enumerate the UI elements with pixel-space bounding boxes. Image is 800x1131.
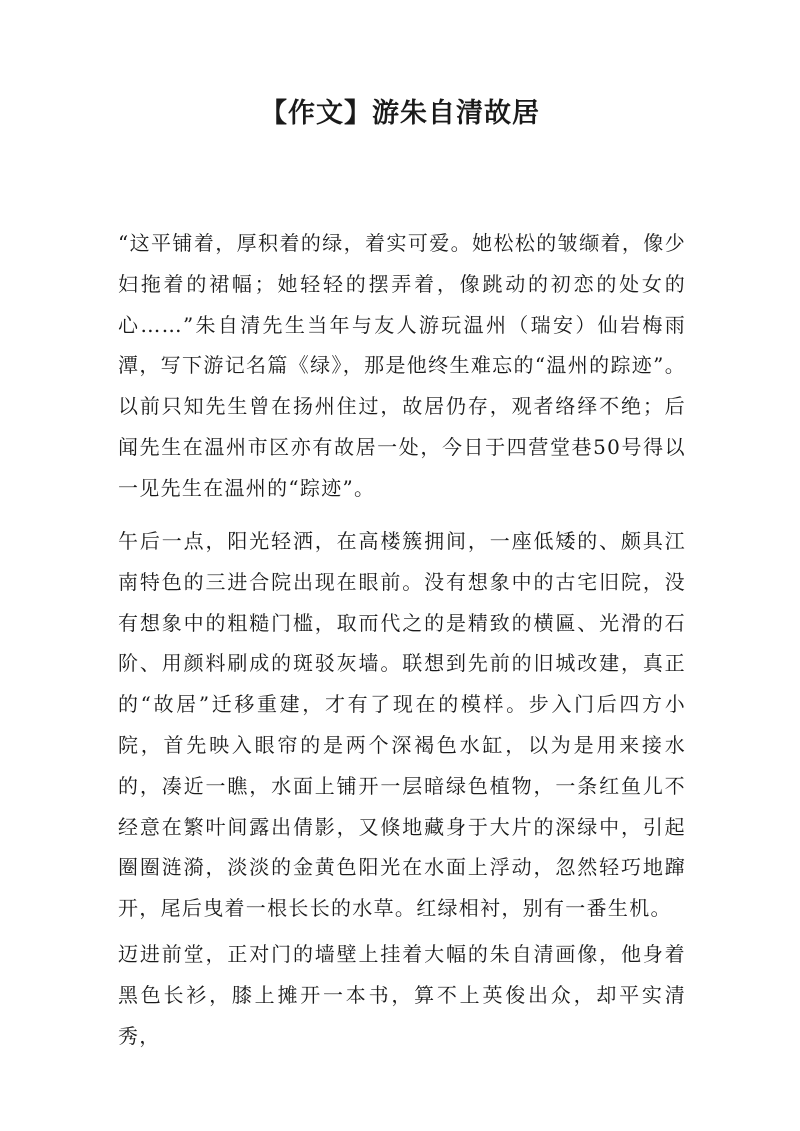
document-title: 【作文】游朱自清故居 — [260, 98, 540, 129]
paragraph-1: “这平铺着，厚积着的绿，着实可爱。她松松的皱缬着，像少妇拖着的裙幅；她轻轻的摆弄着，像跳动的初恋的处女的心……”朱自清先生当年与友人游玩温州（瑞安）仙岩梅雨潭，写下游记名篇《绿》，那是他终生难忘的“温州的踪迹”。以前只知先生曾在扬州住过，故居仍存，观者络绎不绝；后闻先生在温州市区亦有故居一处，今日于四营堂巷50号得以一见先生在温州的“踪迹”。 — [118, 231, 686, 500]
paragraph-2: 午后一点，阳光轻洒，在高楼簇拥间，一座低矮的、颇具江南特色的三进合院出现在眼前。没有想象中的古宅旧院，没有想象中的粗糙门槛，取而代之的是精致的横匾、光滑的石阶、用颜料刷成的斑驳灰墙。联想到先前的旧城改建，真正的“故居”迁移重建，才有了现在的模样。步入门后四方小院，首先映入眼帘的是两个深褐色水缸，以为是用来接水的，凑近一瞧，水面上铺开一层暗绿色植物，一条红鱼儿不经意在繁叶间露出倩影，又倏地藏身于大片的深绿中，引起圈圈涟漪，淡淡的金黄色阳光在水面上浮动，忽然轻巧地蹿开，尾后曳着一根长长的水草。红绿相衬，别有一番生机。 — [118, 529, 686, 921]
paragraph-3: 迈进前堂，正对门的墙壁上挂着大幅的朱自清画像，他身着黑色长衫，膝上摊开一本书，算不上英俊出众，却平实清秀， — [118, 942, 686, 1048]
